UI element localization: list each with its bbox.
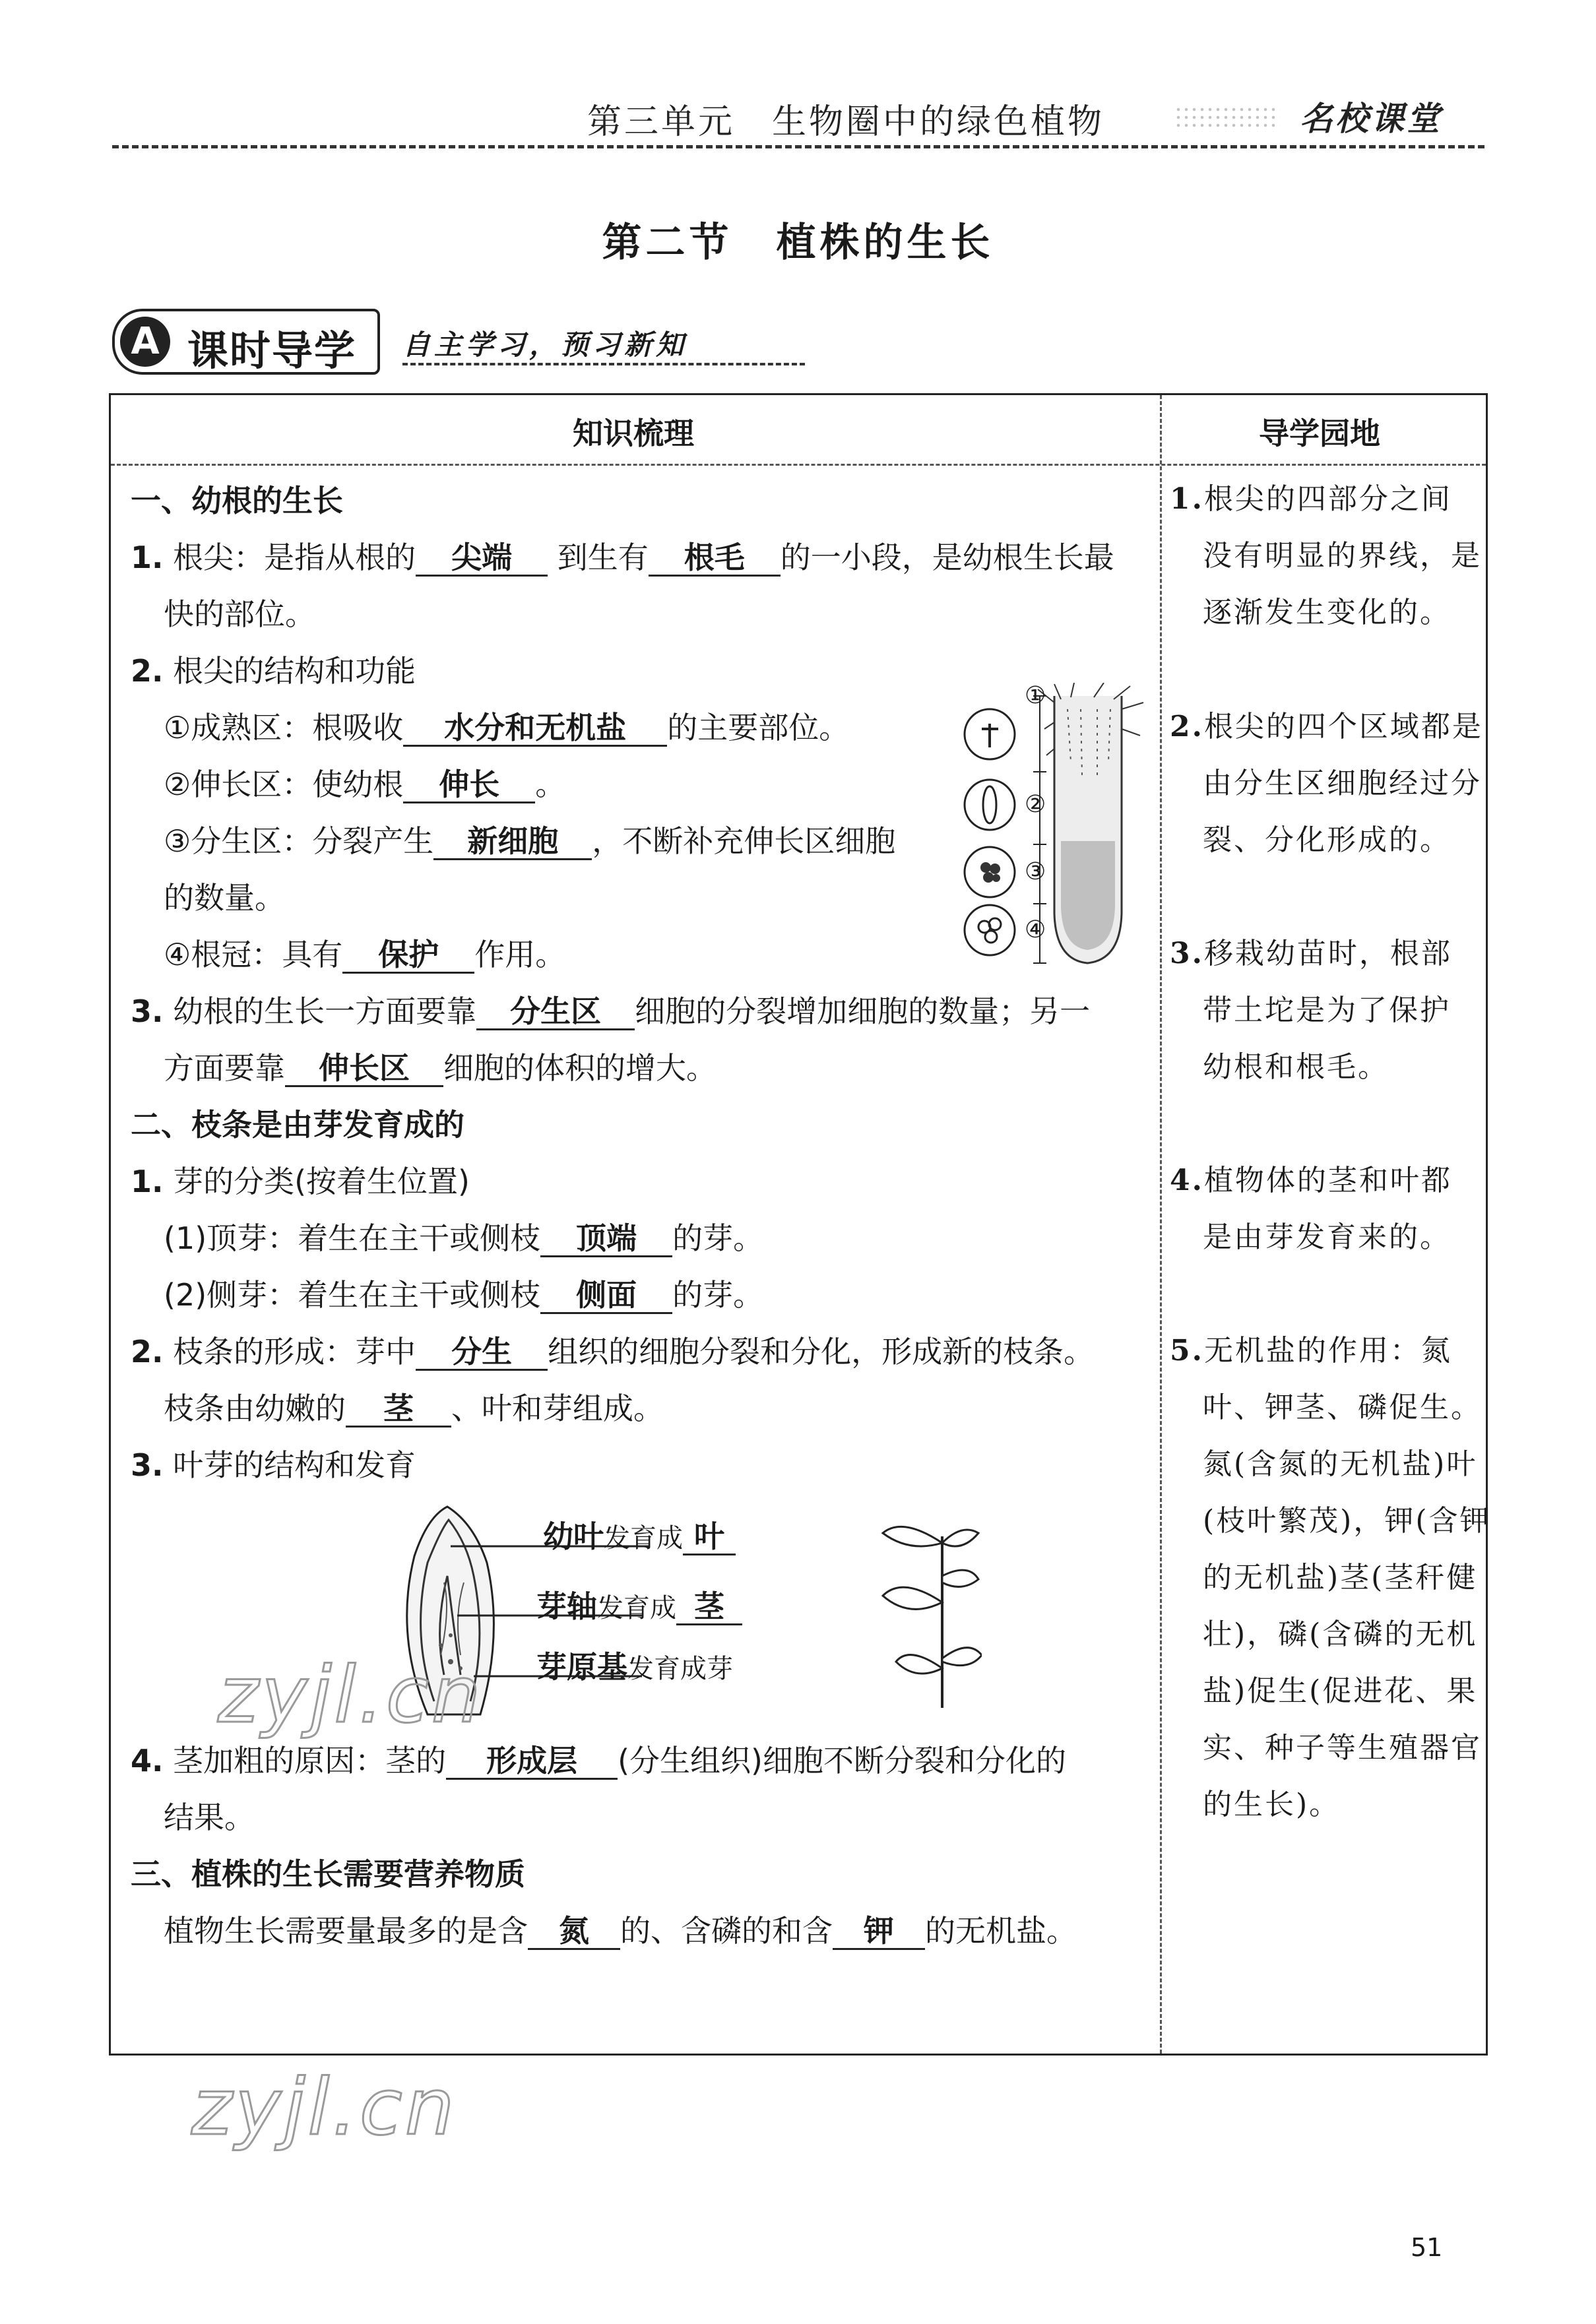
text: 细胞的分裂增加细胞的数量；另一 (635, 993, 1091, 1029)
root-label-4: ④ (1025, 916, 1046, 943)
heading-nutrients: 三、植株的生长需要营养物质 (131, 1856, 525, 1892)
side-note-1 (1170, 471, 1482, 641)
note-line: 壮)，磷(含磷的无机 (1203, 1617, 1478, 1651)
text: 作用。 (474, 937, 566, 972)
root-zone-1 (164, 708, 849, 747)
answer: 茎 (694, 1588, 724, 1624)
answer: 水分和无机盐 (444, 710, 627, 745)
note-line: 移栽幼苗时，根部 (1203, 937, 1452, 970)
note-line: 实、种子等生殖器官 (1203, 1731, 1482, 1765)
unit-title: 第三单元 生物圈中的绿色植物 (587, 102, 1105, 142)
root-label-2: ② (1025, 791, 1046, 818)
note-line: 氮(含氮的无机盐)叶 (1203, 1447, 1478, 1481)
answer: 保护 (378, 937, 439, 972)
item-root-tip (131, 538, 1114, 577)
root-zone-3 (164, 821, 895, 861)
col-header-guide: 导学园地 (1259, 416, 1380, 451)
text: 方面要靠 (164, 1050, 285, 1086)
text: ①成熟区：根吸收 (164, 710, 404, 745)
root-zone-4 (164, 935, 565, 974)
note-line: 植物体的茎和叶都 (1203, 1164, 1452, 1197)
item-branch-formation (131, 1332, 1094, 1371)
answer-blank (285, 1051, 443, 1087)
note-number: 3. (1170, 937, 1204, 970)
answer: 侧面 (576, 1277, 637, 1313)
text: 根尖：是指从根的 (173, 540, 416, 575)
answer-blank (346, 1391, 451, 1428)
item-number: 1. (131, 540, 164, 575)
page-header (112, 86, 1484, 152)
heading-root-growth: 一、幼根的生长 (131, 483, 343, 518)
answer-blank (446, 1743, 618, 1780)
item-number: 2. (131, 1334, 164, 1369)
bud-row-stem (536, 1586, 742, 1628)
answer-blank (683, 1519, 736, 1555)
text: ④根冠：具有 (164, 937, 343, 972)
text-line: 的数量。 (164, 880, 285, 916)
brand-name: 名校课堂 (1300, 99, 1442, 138)
answer: 叶 (694, 1519, 724, 1554)
text: 发育成芽 (627, 1654, 733, 1684)
answer-blank (416, 540, 548, 577)
note-number: 2. (1170, 710, 1204, 743)
answer: 分生区 (510, 993, 602, 1029)
note-line: 幼根和根毛。 (1203, 1050, 1389, 1084)
banner-box (112, 309, 380, 375)
answer-blank (342, 937, 474, 974)
text: 植物生长需要量最多的是含 (164, 1913, 528, 1949)
banner-underline (402, 363, 805, 365)
banner-letter-icon: A (120, 317, 170, 367)
item-number: 1. (131, 1164, 164, 1199)
text: 发育成 (604, 1523, 683, 1554)
bud-part-label: 芽原基 (536, 1649, 627, 1685)
note-line: 的无机盐)茎(茎秆健 (1203, 1561, 1478, 1594)
page-number: 51 (1411, 2233, 1443, 2262)
text: 枝条的形成：芽中 (173, 1334, 416, 1369)
text: 、叶和芽组成。 (451, 1391, 664, 1426)
text: 到生有 (557, 540, 649, 575)
bud-part-label: 幼叶 (543, 1519, 604, 1554)
text: ，不断补充伸长区细胞 (592, 823, 896, 859)
text: (1)顶芽：着生在主干或侧枝 (164, 1220, 541, 1256)
heading-branch: 二、枝条是由芽发育成的 (131, 1107, 464, 1143)
knowledge-table (109, 393, 1491, 2056)
answer-blank (403, 710, 667, 747)
answer: 伸长区 (319, 1050, 410, 1086)
watermark: zyjl.cn (191, 2061, 457, 2152)
decorative-dots (1174, 106, 1280, 132)
item-number: 2. (131, 653, 164, 689)
side-note-3 (1170, 926, 1452, 1096)
text: 叶芽的结构和发育 (173, 1447, 416, 1483)
note-line: 叶、钾茎、磷促生。 (1203, 1391, 1482, 1424)
text-line (164, 1048, 717, 1088)
item-bud-types (131, 1162, 470, 1201)
text: 的无机盐。 (925, 1913, 1077, 1949)
text: 的芽。 (672, 1220, 764, 1256)
column-divider (1160, 395, 1162, 2054)
note-line: (枝叶繁茂)，钾(含钾 (1203, 1504, 1491, 1538)
answer: 茎 (383, 1391, 414, 1426)
header-divider (112, 145, 1484, 148)
note-line: 盐)促生(促进花、果 (1203, 1674, 1478, 1708)
text: 的、含磷的和含 (620, 1913, 833, 1949)
note-line: 带土坨是为了保护 (1203, 993, 1451, 1027)
root-label-1: ① (1025, 682, 1046, 709)
text-line: 快的部位。 (164, 596, 315, 632)
note-line: 裂、分化形成的。 (1203, 823, 1451, 857)
item-root-growth (131, 991, 1090, 1031)
answer: 氮 (559, 1913, 589, 1949)
answer-blank (676, 1589, 742, 1625)
item-root-structure (131, 651, 416, 691)
answer-blank (540, 1278, 672, 1314)
note-line: 根尖的四部分之间 (1203, 482, 1452, 516)
answer: 顶端 (576, 1220, 637, 1256)
note-number: 1. (1170, 482, 1204, 516)
root-zone-2 (164, 765, 565, 804)
side-note-5 (1170, 1323, 1491, 1833)
note-number: 4. (1170, 1164, 1204, 1197)
bud-type-terminal (164, 1218, 763, 1258)
text: 的主要部位。 (667, 710, 850, 745)
text: 幼根的生长一方面要靠 (173, 993, 477, 1029)
side-note-2 (1170, 699, 1483, 869)
section-title: 第二节 植株的生长 (602, 220, 994, 266)
note-line: 由分生区细胞经过分 (1203, 767, 1482, 800)
answer-blank (540, 1221, 672, 1257)
text-line (164, 1389, 664, 1428)
root-label-3: ③ (1025, 858, 1046, 885)
text: 的芽。 (672, 1277, 764, 1313)
answer: 新细胞 (467, 823, 559, 859)
note-line: 无机盐的作用：氮 (1203, 1334, 1452, 1367)
note-line: 是由芽发育来的。 (1203, 1220, 1451, 1254)
text: 的一小段，是幼根生长最 (780, 540, 1114, 575)
note-line: 没有明显的界线，是 (1203, 539, 1482, 573)
text-line: 结果。 (164, 1800, 255, 1835)
text: 组织的细胞分裂和分化，形成新的枝条。 (548, 1334, 1095, 1369)
bud-row-primordium (536, 1647, 733, 1689)
note-line: 根尖的四个区域都是 (1203, 710, 1483, 743)
answer-blank (416, 1335, 548, 1371)
nutrient-line (164, 1911, 1077, 1951)
item-number: 4. (131, 1743, 164, 1778)
text: 芽的分类(按着生位置) (173, 1164, 470, 1199)
bud-part-label: 芽轴 (536, 1588, 597, 1624)
text: 茎加粗的原因：茎的 (173, 1743, 447, 1778)
bud-type-lateral (164, 1275, 763, 1315)
text: ③分生区：分裂产生 (164, 823, 434, 859)
item-stem-thickening (131, 1741, 1066, 1780)
answer-blank (528, 1914, 620, 1950)
text: ②伸长区：使幼根 (164, 767, 404, 802)
answer-blank (433, 824, 592, 860)
answer: 钾 (864, 1913, 894, 1949)
watermark: zyjl.cn (218, 1649, 484, 1740)
text: 细胞的体积的增大。 (443, 1050, 717, 1086)
root-tip-diagram (962, 683, 1153, 966)
banner-label: 课时导学 (187, 327, 357, 375)
bud-row-leaf (543, 1517, 736, 1558)
answer: 尖端 (451, 540, 513, 575)
item-number: 3. (131, 993, 164, 1029)
answer-blank (649, 540, 781, 577)
text: 发育成 (597, 1593, 676, 1623)
col-header-knowledge: 知识梳理 (573, 416, 694, 451)
text: 枝条由幼嫩的 (164, 1391, 346, 1426)
answer-blank (476, 994, 635, 1030)
answer: 伸长 (439, 767, 500, 802)
item-number: 3. (131, 1447, 164, 1483)
answer-blank (403, 767, 535, 803)
note-line: 的生长)。 (1203, 1788, 1341, 1821)
answer: 根毛 (684, 540, 745, 575)
answer: 形成层 (486, 1743, 578, 1778)
item-leaf-bud (131, 1445, 416, 1485)
text: (分生组织)细胞不断分裂和分化的 (618, 1743, 1067, 1778)
side-note-4 (1170, 1152, 1452, 1266)
answer-blank (833, 1914, 925, 1950)
text: 。 (535, 767, 566, 802)
answer: 分生 (451, 1334, 513, 1369)
banner-subtitle: 自主学习，预习新知 (402, 329, 688, 361)
header-row-divider (111, 464, 1486, 466)
note-number: 5. (1170, 1334, 1204, 1367)
note-line: 逐渐发生变化的。 (1203, 596, 1451, 629)
text: (2)侧芽：着生在主干或侧枝 (164, 1277, 541, 1313)
text: 根尖的结构和功能 (173, 653, 416, 689)
